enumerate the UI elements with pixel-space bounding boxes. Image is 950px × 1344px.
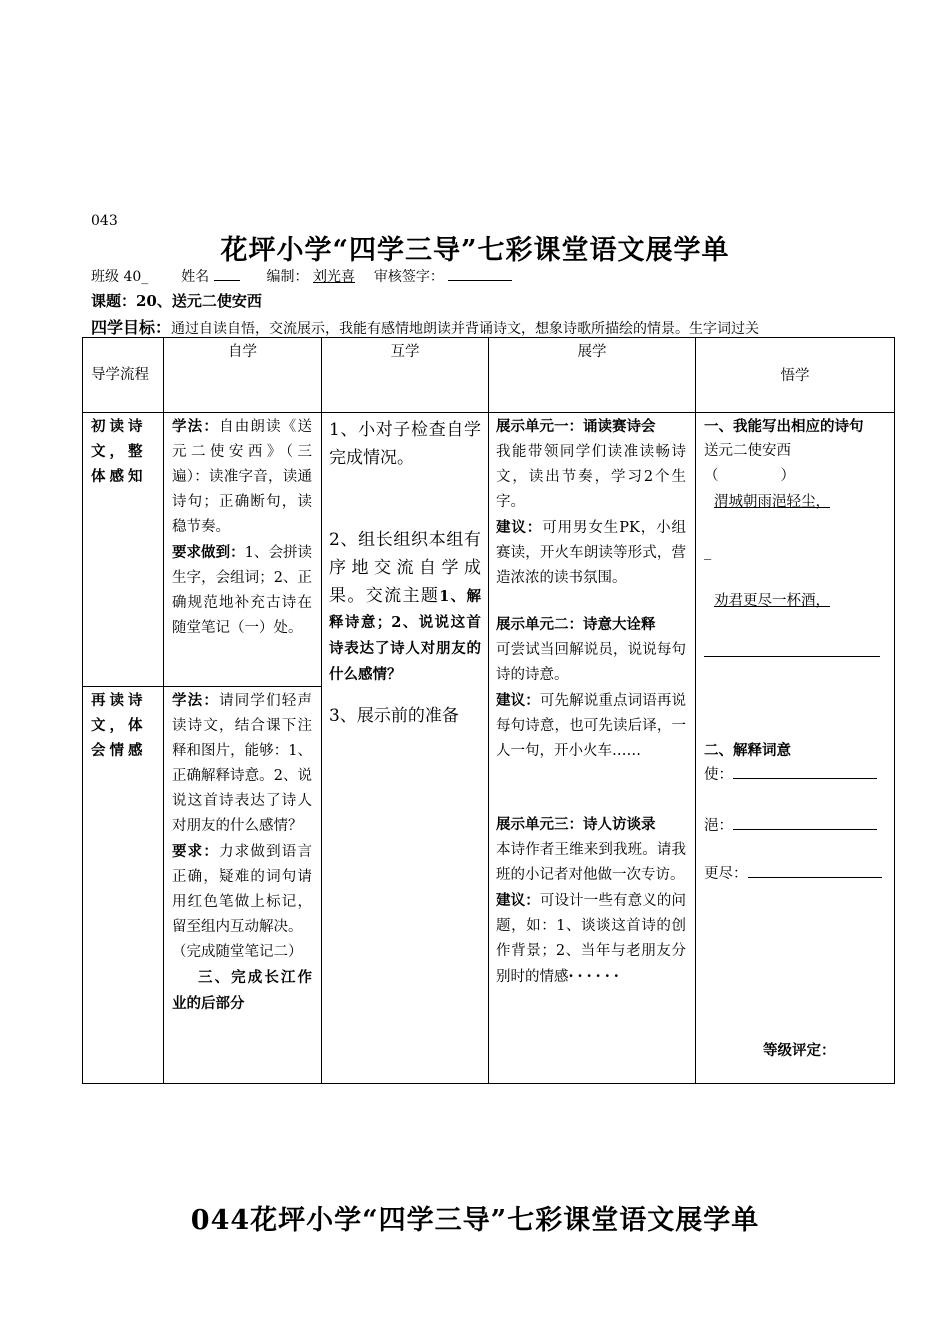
requirement-text: 1、会拼读生字，会组词；2、正确规范地补充古诗在随堂笔记（一）处。 [172, 545, 312, 636]
unit-title: 展示单元三：诗人访谈录 [496, 816, 656, 833]
homework-task: 三、完成长江作业的后部分 [172, 969, 312, 1012]
editor-label: 编制： [266, 269, 309, 285]
suggestion-text: 可用男女生PK，小组赛读，开火车朗读等形式，营造浓浓的读书氛围。 [496, 520, 686, 586]
unit-text: 本诗作者王维来到我班。请我班的小记者对他做一次专访。 [496, 842, 686, 883]
word-1 [704, 763, 890, 788]
unit-title: 展示单元二：诗意大诠释 [496, 616, 656, 633]
method-label: 学法： [172, 692, 220, 709]
unit-text: 我能带领同学们读准读畅诗文，读出节奏，学习2个生字。 [496, 444, 686, 510]
goals-text: 通过自读自悟，交流展示，我能有感情地朗读并背诵诗文，想象诗歌所描绘的情景。生字词过关 [171, 321, 760, 337]
mutual-item-2 [329, 526, 481, 688]
flow-stage-1: 初读诗文，整体感知 [91, 418, 147, 485]
show-unit-3 [496, 812, 686, 990]
review-blank [448, 268, 512, 281]
flow-stage-2: 再读诗文，体会情感 [91, 692, 147, 759]
suggestion-text: 可先解说重点词语再说每句诗意，也可先读后译，一人一句，开小火车…… [496, 693, 686, 759]
goals [91, 315, 759, 338]
word-3 [704, 862, 894, 887]
grid-line [695, 338, 696, 1083]
grid-line [163, 338, 164, 1083]
unit-title: 展示单元一：诵读赛诗会 [496, 418, 656, 435]
poem-line-4-blank [704, 656, 880, 657]
editor-value: 刘光喜 [313, 269, 355, 285]
name-label: 姓名 [181, 269, 210, 285]
self-study-2 [172, 688, 312, 1017]
self-study-1 [172, 414, 312, 641]
meta-line [91, 266, 512, 286]
notebook-note: （完成随堂笔记二） [172, 944, 303, 960]
poem-author-blank [704, 464, 890, 489]
mutual-item-3: 3、展示前的准备 [329, 706, 459, 726]
mutual-item-1: 1、小对子检查自学完成情况。 [329, 420, 481, 468]
mutual-item-2-topic: 1、解释诗意；2、说说这首诗表达了诗人对朋友的什么感情？ [329, 588, 482, 683]
doc-number: 043 [91, 213, 118, 229]
suggestion-label: 建议： [496, 692, 540, 709]
goals-label: 四学目标： [91, 318, 172, 337]
paren-close: ） [780, 468, 795, 484]
review-label: 审核签字： [373, 269, 444, 285]
answer-blank [733, 815, 877, 830]
poem-line-2-blank: _ [704, 544, 712, 560]
grid-line [83, 412, 894, 413]
mutual-item-2-text: 2、组长组织本组有序地交流自学成果。交流主题 [329, 530, 481, 606]
unit-text: 可尝试当回解说员，说说每句诗的诗意。 [496, 642, 686, 683]
word-1-label: 使： [704, 767, 733, 783]
poem-title: 送元二使安西 [704, 443, 791, 459]
enlighten-part-2-title: 二、解释词意 [704, 742, 791, 759]
header-self: 自学 [228, 344, 257, 360]
enlighten-part-1-title: 一、我能写出相应的诗句 [704, 418, 864, 435]
answer-blank [733, 764, 877, 779]
topic: 课题：20、送元二使安西 [91, 292, 262, 310]
header-mutual: 互学 [390, 344, 420, 360]
next-page-title: 044花坪小学“四学三导”七彩课堂语文展学单 [190, 1205, 760, 1236]
class-value: 40_ [123, 269, 149, 285]
poem-line-3: 劝君更尽一杯酒， [714, 593, 830, 609]
page-title: 花坪小学“四学三导”七彩课堂语文展学单 [220, 235, 730, 266]
header-flow: 导学流程 [91, 367, 149, 383]
method-text: 自由朗读《送元二使安西》（三遍）：读准字音，读通诗句；正确断句，读稳节奏。 [172, 419, 312, 535]
poem-line-1: 渭城朝雨浥轻尘， [714, 494, 830, 510]
grid-line [488, 338, 489, 1083]
method-text: 请同学们轻声读诗文，结合课下注释和图片，能够：1、正确解释诗意。2、说说这首诗表达了诗人对朋友的什么感情？ [172, 693, 312, 834]
suggestion-text: 可设计一些有意义的问题，如：1、谈谈这首诗的创作背景；2、当年与老朋友分别时的情感 [496, 893, 686, 985]
name-blank [214, 268, 240, 281]
requirement-label: 要求做到： [172, 544, 245, 561]
show-unit-1 [496, 414, 686, 591]
suggestion-label: 建议： [496, 519, 543, 536]
class-label: 班级 [91, 269, 119, 285]
grid-line [321, 338, 322, 1083]
requirement-text: 力求做到语言正确，疑难的词句请用红色笔做上标记，留至组内互动解决。 [172, 844, 312, 935]
study-table [82, 337, 895, 1084]
header-show: 展学 [577, 344, 607, 360]
method-label: 学法： [172, 418, 220, 435]
grid-line [83, 686, 322, 687]
show-unit-2 [496, 612, 686, 764]
suggestion-label: 建议： [496, 892, 540, 909]
answer-blank [748, 863, 882, 878]
word-2-label: 浥： [704, 818, 733, 834]
paren-open: （ [704, 468, 719, 484]
requirement-label: 要求： [172, 843, 220, 860]
word-2 [704, 814, 890, 839]
word-3-label: 更尽： [704, 866, 748, 882]
ellipsis-dots: ······ [568, 968, 623, 985]
header-enlighten: 悟学 [780, 368, 810, 384]
grade-label: 等级评定： [763, 1042, 836, 1059]
